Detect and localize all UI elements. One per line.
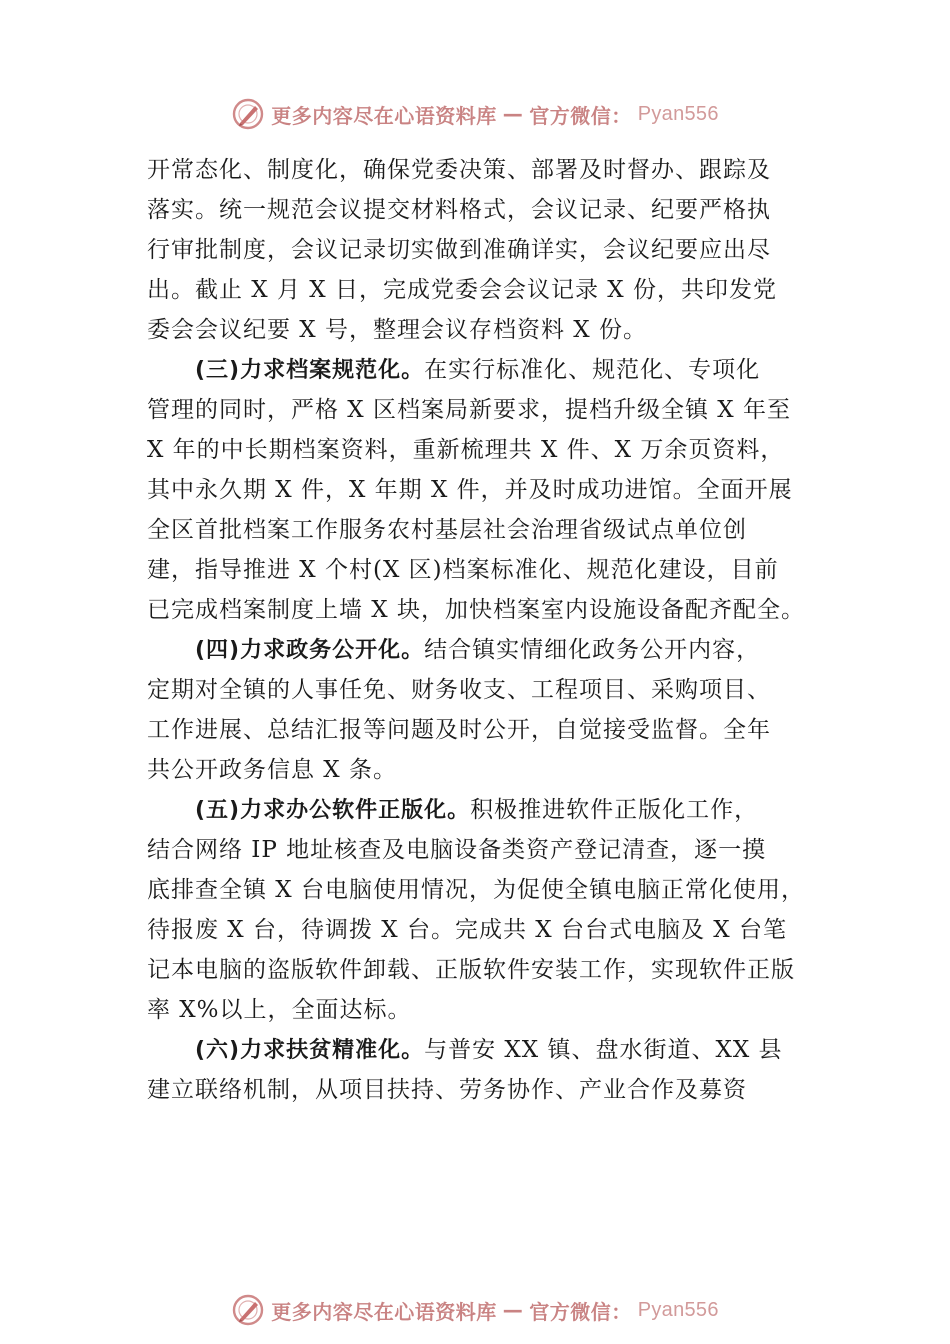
paragraph-line: 管理的同时，严格 X 区档案局新要求，提档升级全镇 X 年至 <box>147 397 791 423</box>
paragraph-first-line <box>147 790 807 830</box>
paragraph-line: 底排查全镇 X 台电脑使用情况，为促使全镇电脑正常化使用， <box>147 877 805 903</box>
paragraph-text: 积极推进软件正版化工作， <box>470 797 759 823</box>
paragraph-line: 共公开政务信息 X 条。 <box>147 757 397 783</box>
section-heading: (四)力求政务公开化。 <box>195 638 425 663</box>
paragraph-line: 落实。统一规范会议提交材料格式，会议记录、纪要严格执 <box>147 197 771 223</box>
paragraph-line: 开常态化、制度化，确保党委决策、部署及时督办、跟踪及 <box>147 157 771 183</box>
paragraph-first-line <box>147 350 807 390</box>
paragraph-line: 其中永久期 X 件，X 年期 X 件，并及时成功进馆。全面开展 <box>147 477 793 503</box>
section-heading: (六)力求扶贫精准化。 <box>195 1038 425 1063</box>
paragraph-line: 工作进展、总结汇报等问题及时公开，自觉接受监督。全年 <box>147 717 771 743</box>
watermark-footer <box>0 1290 950 1330</box>
watermark-suffix: 官方微信： <box>529 1299 632 1324</box>
watermark-wechat-id: Pyan556 <box>637 102 719 125</box>
section-heading: (三)力求档案规范化。 <box>195 358 425 383</box>
paragraph-line: 建立联络机制，从项目扶持、劳务协作、产业合作及募资 <box>147 1077 747 1103</box>
document-body <box>147 150 807 1110</box>
paragraph-text: 在实行标准化、规范化、专项化 <box>424 357 761 383</box>
paragraph-line: 出。截止 X 月 X 日，完成党委会会议记录 X 份，共印发党 <box>147 277 777 303</box>
watermark-separator: — <box>502 1298 524 1322</box>
paragraph-line: 率 X%以上，全面达标。 <box>147 997 412 1023</box>
paragraph-text: 与普安 XX 镇、盘水街道、XX 县 <box>424 1037 783 1063</box>
watermark-header <box>0 94 950 134</box>
paragraph-line: 建，指导推进 X 个村(X 区)档案标准化、规范化建设，目前 <box>147 557 779 583</box>
watermark-separator: — <box>502 102 524 126</box>
paragraph-line: X 年的中长期档案资料，重新梳理共 X 件、X 万余页资料， <box>147 437 785 463</box>
watermark-prefix: 更多内容尽在心语资料库 <box>271 1299 497 1324</box>
paragraph-line: 全区首批档案工作服务农村基层社会治理省级试点单位创 <box>147 517 747 543</box>
paragraph-line: 记本电脑的盗版软件卸载、正版软件安装工作，实现软件正版 <box>147 957 795 983</box>
paragraph-line: 定期对全镇的人事任免、财务收支、工程项目、采购项目、 <box>147 677 771 703</box>
section-heading: (五)力求办公软件正版化。 <box>195 798 471 823</box>
paragraph-line: 委会会议纪要 X 号，整理会议存档资料 X 份。 <box>147 317 647 343</box>
paragraph-text: 结合镇实情细化政务公开内容， <box>424 637 761 663</box>
paragraph-first-line <box>147 630 807 670</box>
paragraph-line: 已完成档案制度上墙 X 块，加快档案室内设施设备配齐配全。 <box>147 597 805 623</box>
paragraph-line: 结合网络 IP 地址核查及电脑设备类资产登记清查，逐一摸 <box>147 837 767 863</box>
pen-logo-icon <box>231 97 265 131</box>
paragraph-line: 待报废 X 台，待调拨 X 台。完成共 X 台台式电脑及 X 台笔 <box>147 917 787 943</box>
paragraph-line: 行审批制度，会议记录切实做到准确详实，会议纪要应出尽 <box>147 237 771 263</box>
watermark-wechat-id: Pyan556 <box>637 1298 719 1321</box>
paragraph-first-line <box>147 1030 807 1070</box>
pen-logo-icon <box>231 1293 265 1327</box>
watermark-suffix: 官方微信： <box>529 103 632 128</box>
watermark-prefix: 更多内容尽在心语资料库 <box>271 103 497 128</box>
